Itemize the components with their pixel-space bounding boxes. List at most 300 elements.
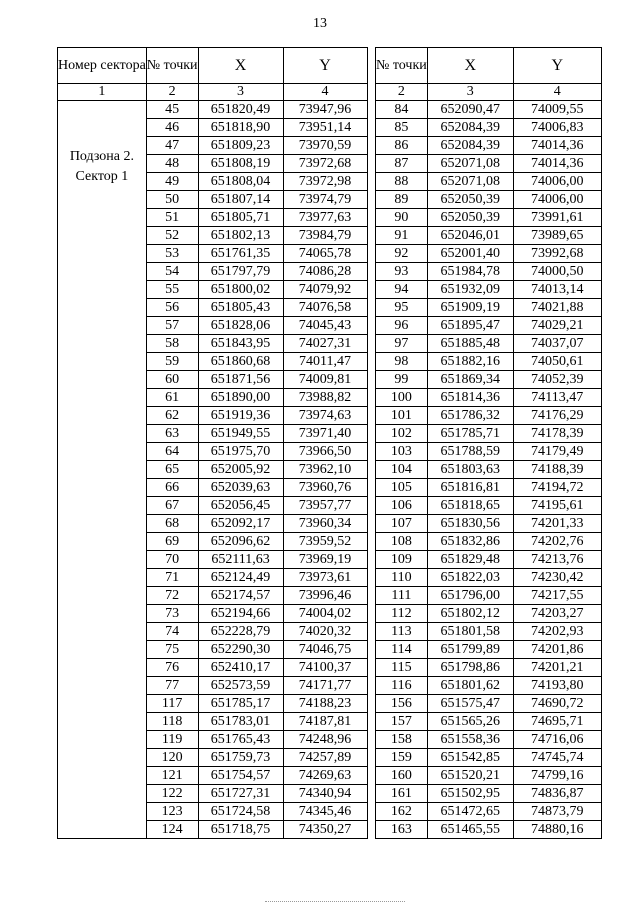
y-coordinate-cell: 74011,47	[283, 353, 367, 371]
y-coordinate-cell: 74695,71	[513, 713, 601, 731]
table-row	[376, 659, 602, 677]
x-coordinate-cell: 651797,79	[198, 263, 283, 281]
y-coordinate-cell: 73972,68	[283, 155, 367, 173]
x-coordinate-cell: 652573,59	[198, 677, 283, 695]
y-coordinate-cell: 74269,63	[283, 767, 367, 785]
y-coordinate-cell: 74014,36	[513, 155, 601, 173]
point-number-cell: 49	[146, 173, 198, 191]
y-coordinate-cell: 73972,98	[283, 173, 367, 191]
table-row	[376, 497, 602, 515]
y-coordinate-cell: 73988,82	[283, 389, 367, 407]
y-coordinate-cell: 74113,47	[513, 389, 601, 407]
point-number-cell: 104	[376, 461, 428, 479]
x-coordinate-cell: 651909,19	[427, 299, 513, 317]
point-number-cell: 55	[146, 281, 198, 299]
x-coordinate-cell: 651869,34	[427, 371, 513, 389]
point-number-cell: 46	[146, 119, 198, 137]
y-coordinate-cell: 74006,00	[513, 191, 601, 209]
point-number-cell: 59	[146, 353, 198, 371]
x-coordinate-cell: 652111,63	[198, 551, 283, 569]
table-row	[376, 155, 602, 173]
x-coordinate-cell: 651809,23	[198, 137, 283, 155]
x-coordinate-cell: 651830,56	[427, 515, 513, 533]
point-number-cell: 106	[376, 497, 428, 515]
y-coordinate-cell: 74052,39	[513, 371, 601, 389]
x-coordinate-cell: 651502,95	[427, 785, 513, 803]
y-coordinate-cell: 74880,16	[513, 821, 601, 839]
y-coordinate-cell: 74065,78	[283, 245, 367, 263]
y-coordinate-cell: 73996,46	[283, 587, 367, 605]
x-coordinate-cell: 651727,31	[198, 785, 283, 803]
y-coordinate-cell: 73970,59	[283, 137, 367, 155]
header-sector-number: Номер сектора	[58, 48, 147, 84]
x-coordinate-cell: 652124,49	[198, 569, 283, 587]
y-coordinate-cell: 74201,33	[513, 515, 601, 533]
column-number: 4	[283, 84, 367, 101]
point-number-cell: 158	[376, 731, 428, 749]
x-coordinate-cell: 652056,45	[198, 497, 283, 515]
x-coordinate-cell: 651718,75	[198, 821, 283, 839]
y-coordinate-cell: 74004,02	[283, 605, 367, 623]
point-number-cell: 47	[146, 137, 198, 155]
y-coordinate-cell: 74350,27	[283, 821, 367, 839]
x-coordinate-cell: 651871,56	[198, 371, 283, 389]
x-coordinate-cell: 652228,79	[198, 623, 283, 641]
point-number-cell: 121	[146, 767, 198, 785]
y-coordinate-cell: 74079,92	[283, 281, 367, 299]
x-coordinate-cell: 651803,63	[427, 461, 513, 479]
x-coordinate-cell: 651801,58	[427, 623, 513, 641]
x-coordinate-cell: 651984,78	[427, 263, 513, 281]
x-coordinate-cell: 652046,01	[427, 227, 513, 245]
point-number-cell: 62	[146, 407, 198, 425]
y-coordinate-cell: 74202,93	[513, 623, 601, 641]
y-coordinate-cell: 74195,61	[513, 497, 601, 515]
point-number-cell: 99	[376, 371, 428, 389]
x-coordinate-cell: 651565,26	[427, 713, 513, 731]
y-coordinate-cell: 74745,74	[513, 749, 601, 767]
y-coordinate-cell: 73984,79	[283, 227, 367, 245]
column-number: 3	[198, 84, 283, 101]
x-coordinate-cell: 651882,16	[427, 353, 513, 371]
point-number-cell: 68	[146, 515, 198, 533]
y-coordinate-cell: 73971,40	[283, 425, 367, 443]
y-coordinate-cell: 74188,23	[283, 695, 367, 713]
point-number-cell: 77	[146, 677, 198, 695]
point-number-cell: 56	[146, 299, 198, 317]
y-coordinate-cell: 74006,83	[513, 119, 601, 137]
table-row	[376, 317, 602, 335]
x-coordinate-cell: 651802,13	[198, 227, 283, 245]
x-coordinate-cell: 651759,73	[198, 749, 283, 767]
x-coordinate-cell: 651542,85	[427, 749, 513, 767]
table-row	[376, 407, 602, 425]
y-coordinate-cell: 74009,55	[513, 101, 601, 119]
x-coordinate-cell: 652050,39	[427, 191, 513, 209]
point-number-cell: 109	[376, 551, 428, 569]
table-row	[376, 605, 602, 623]
x-coordinate-cell: 652410,17	[198, 659, 283, 677]
point-number-cell: 93	[376, 263, 428, 281]
point-number-cell: 50	[146, 191, 198, 209]
y-coordinate-cell: 74027,31	[283, 335, 367, 353]
y-coordinate-cell: 74029,21	[513, 317, 601, 335]
point-number-cell: 91	[376, 227, 428, 245]
point-number-cell: 70	[146, 551, 198, 569]
y-coordinate-cell: 74188,39	[513, 461, 601, 479]
point-number-cell: 117	[146, 695, 198, 713]
x-coordinate-cell: 651796,00	[427, 587, 513, 605]
x-coordinate-cell: 652096,62	[198, 533, 283, 551]
point-number-cell: 54	[146, 263, 198, 281]
y-coordinate-cell: 74009,81	[283, 371, 367, 389]
point-number-cell: 87	[376, 155, 428, 173]
x-coordinate-cell: 651786,32	[427, 407, 513, 425]
point-number-cell: 85	[376, 119, 428, 137]
point-number-cell: 51	[146, 209, 198, 227]
sector-cell	[58, 101, 147, 839]
point-number-cell: 102	[376, 425, 428, 443]
y-coordinate-cell: 73959,52	[283, 533, 367, 551]
header-point-number: № точки	[376, 48, 428, 84]
y-coordinate-cell: 74230,42	[513, 569, 601, 587]
table-row	[376, 821, 602, 839]
table-row	[376, 299, 602, 317]
table-row	[376, 101, 602, 119]
table-row	[376, 263, 602, 281]
table-row	[376, 461, 602, 479]
point-number-cell: 60	[146, 371, 198, 389]
x-coordinate-cell: 652194,66	[198, 605, 283, 623]
x-coordinate-cell: 651816,81	[427, 479, 513, 497]
point-number-cell: 52	[146, 227, 198, 245]
table-row	[376, 281, 602, 299]
x-coordinate-cell: 651919,36	[198, 407, 283, 425]
x-coordinate-cell: 651949,55	[198, 425, 283, 443]
x-coordinate-cell: 651558,36	[427, 731, 513, 749]
x-coordinate-cell: 652071,08	[427, 155, 513, 173]
y-coordinate-cell: 73969,19	[283, 551, 367, 569]
column-number: 2	[376, 84, 428, 101]
y-coordinate-cell: 74045,43	[283, 317, 367, 335]
x-coordinate-cell: 651808,19	[198, 155, 283, 173]
x-coordinate-cell: 651754,57	[198, 767, 283, 785]
table-row	[376, 641, 602, 659]
table-row	[376, 803, 602, 821]
y-coordinate-cell: 74013,14	[513, 281, 601, 299]
point-number-cell: 89	[376, 191, 428, 209]
x-coordinate-cell: 651890,00	[198, 389, 283, 407]
point-number-cell: 156	[376, 695, 428, 713]
y-coordinate-cell: 74178,39	[513, 425, 601, 443]
point-number-cell: 92	[376, 245, 428, 263]
table-row	[376, 731, 602, 749]
point-number-cell: 160	[376, 767, 428, 785]
x-coordinate-cell: 651932,09	[427, 281, 513, 299]
table-row	[376, 389, 602, 407]
y-coordinate-cell: 74203,27	[513, 605, 601, 623]
y-coordinate-cell: 74873,79	[513, 803, 601, 821]
x-coordinate-cell: 651801,62	[427, 677, 513, 695]
y-coordinate-cell: 74217,55	[513, 587, 601, 605]
x-coordinate-cell: 651808,04	[198, 173, 283, 191]
column-number: 3	[427, 84, 513, 101]
x-coordinate-cell: 651783,01	[198, 713, 283, 731]
x-coordinate-cell: 651799,89	[427, 641, 513, 659]
x-coordinate-cell: 651885,48	[427, 335, 513, 353]
table-row	[376, 587, 602, 605]
y-coordinate-cell: 74076,58	[283, 299, 367, 317]
point-number-cell: 69	[146, 533, 198, 551]
point-number-cell: 119	[146, 731, 198, 749]
column-number-row	[58, 84, 368, 101]
x-coordinate-cell: 652090,47	[427, 101, 513, 119]
point-number-cell: 107	[376, 515, 428, 533]
table-row	[376, 335, 602, 353]
table-row	[376, 749, 602, 767]
point-number-cell: 105	[376, 479, 428, 497]
x-coordinate-cell: 651520,21	[427, 767, 513, 785]
x-coordinate-cell: 651832,86	[427, 533, 513, 551]
x-coordinate-cell: 651798,86	[427, 659, 513, 677]
x-coordinate-cell: 652092,17	[198, 515, 283, 533]
point-number-cell: 61	[146, 389, 198, 407]
y-coordinate-cell: 74000,50	[513, 263, 601, 281]
x-coordinate-cell: 652084,39	[427, 119, 513, 137]
y-coordinate-cell: 74194,72	[513, 479, 601, 497]
point-number-cell: 97	[376, 335, 428, 353]
point-number-cell: 157	[376, 713, 428, 731]
y-coordinate-cell: 74100,37	[283, 659, 367, 677]
y-coordinate-cell: 74248,96	[283, 731, 367, 749]
table-row	[376, 479, 602, 497]
x-coordinate-cell: 651829,48	[427, 551, 513, 569]
y-coordinate-cell: 74836,87	[513, 785, 601, 803]
table-row	[376, 785, 602, 803]
header-row	[376, 48, 602, 84]
table-row	[376, 227, 602, 245]
table-row	[58, 101, 368, 119]
y-coordinate-cell: 74213,76	[513, 551, 601, 569]
y-coordinate-cell: 73960,76	[283, 479, 367, 497]
y-coordinate-cell: 74014,36	[513, 137, 601, 155]
point-number-cell: 120	[146, 749, 198, 767]
point-number-cell: 115	[376, 659, 428, 677]
table-row	[376, 173, 602, 191]
point-number-cell: 116	[376, 677, 428, 695]
y-coordinate-cell: 74037,07	[513, 335, 601, 353]
x-coordinate-cell: 652039,63	[198, 479, 283, 497]
page-number: 13	[313, 16, 327, 31]
point-number-cell: 108	[376, 533, 428, 551]
x-coordinate-cell: 652290,30	[198, 641, 283, 659]
y-coordinate-cell: 74006,00	[513, 173, 601, 191]
table-row	[376, 623, 602, 641]
y-coordinate-cell: 74020,32	[283, 623, 367, 641]
table-row	[376, 533, 602, 551]
y-coordinate-cell: 74345,46	[283, 803, 367, 821]
y-coordinate-cell: 74187,81	[283, 713, 367, 731]
x-coordinate-cell: 652084,39	[427, 137, 513, 155]
column-number: 2	[146, 84, 198, 101]
table-row	[376, 119, 602, 137]
y-coordinate-cell: 74202,76	[513, 533, 601, 551]
x-coordinate-cell: 651472,65	[427, 803, 513, 821]
column-number: 1	[58, 84, 147, 101]
point-number-cell: 112	[376, 605, 428, 623]
table-row	[376, 425, 602, 443]
header-x: X	[198, 48, 283, 84]
point-number-cell: 118	[146, 713, 198, 731]
point-number-cell: 161	[376, 785, 428, 803]
y-coordinate-cell: 74201,86	[513, 641, 601, 659]
x-coordinate-cell: 651822,03	[427, 569, 513, 587]
point-number-cell: 76	[146, 659, 198, 677]
point-number-cell: 113	[376, 623, 428, 641]
x-coordinate-cell: 651895,47	[427, 317, 513, 335]
x-coordinate-cell: 651805,43	[198, 299, 283, 317]
point-number-cell: 58	[146, 335, 198, 353]
point-number-cell: 65	[146, 461, 198, 479]
y-coordinate-cell: 74046,75	[283, 641, 367, 659]
table-row	[376, 713, 602, 731]
point-number-cell: 73	[146, 605, 198, 623]
y-coordinate-cell: 73957,77	[283, 497, 367, 515]
point-number-cell: 123	[146, 803, 198, 821]
point-number-cell: 100	[376, 389, 428, 407]
x-coordinate-cell: 652001,40	[427, 245, 513, 263]
y-coordinate-cell: 73962,10	[283, 461, 367, 479]
point-number-cell: 90	[376, 209, 428, 227]
x-coordinate-cell: 651765,43	[198, 731, 283, 749]
point-number-cell: 72	[146, 587, 198, 605]
header-point-number: № точки	[146, 48, 198, 84]
point-number-cell: 163	[376, 821, 428, 839]
y-coordinate-cell: 74179,49	[513, 443, 601, 461]
y-coordinate-cell: 74799,16	[513, 767, 601, 785]
table-row	[376, 767, 602, 785]
table-row	[376, 371, 602, 389]
x-coordinate-cell: 651807,14	[198, 191, 283, 209]
x-coordinate-cell: 651828,06	[198, 317, 283, 335]
y-coordinate-cell: 73947,96	[283, 101, 367, 119]
y-coordinate-cell: 73974,79	[283, 191, 367, 209]
x-coordinate-cell: 652050,39	[427, 209, 513, 227]
y-coordinate-cell: 74050,61	[513, 353, 601, 371]
y-coordinate-cell: 73989,65	[513, 227, 601, 245]
y-coordinate-cell: 73977,63	[283, 209, 367, 227]
coordinates-table-left	[57, 47, 368, 839]
y-coordinate-cell: 74340,94	[283, 785, 367, 803]
point-number-cell: 101	[376, 407, 428, 425]
table-row	[376, 677, 602, 695]
y-coordinate-cell: 73960,34	[283, 515, 367, 533]
point-number-cell: 98	[376, 353, 428, 371]
x-coordinate-cell: 651818,90	[198, 119, 283, 137]
point-number-cell: 67	[146, 497, 198, 515]
table-row	[376, 245, 602, 263]
x-coordinate-cell: 652174,57	[198, 587, 283, 605]
point-number-cell: 75	[146, 641, 198, 659]
y-coordinate-cell: 74021,88	[513, 299, 601, 317]
point-number-cell: 124	[146, 821, 198, 839]
y-coordinate-cell: 73973,61	[283, 569, 367, 587]
point-number-cell: 74	[146, 623, 198, 641]
x-coordinate-cell: 652005,92	[198, 461, 283, 479]
x-coordinate-cell: 651761,35	[198, 245, 283, 263]
table-row	[376, 695, 602, 713]
point-number-cell: 64	[146, 443, 198, 461]
y-coordinate-cell: 74257,89	[283, 749, 367, 767]
point-number-cell: 48	[146, 155, 198, 173]
y-coordinate-cell: 73974,63	[283, 407, 367, 425]
table-row	[376, 209, 602, 227]
x-coordinate-cell: 651785,71	[427, 425, 513, 443]
y-coordinate-cell: 74176,29	[513, 407, 601, 425]
table-row	[376, 353, 602, 371]
point-number-cell: 66	[146, 479, 198, 497]
x-coordinate-cell: 651818,65	[427, 497, 513, 515]
x-coordinate-cell: 651724,58	[198, 803, 283, 821]
y-coordinate-cell: 74716,06	[513, 731, 601, 749]
x-coordinate-cell: 651843,95	[198, 335, 283, 353]
y-coordinate-cell: 74193,80	[513, 677, 601, 695]
x-coordinate-cell: 651975,70	[198, 443, 283, 461]
x-coordinate-cell: 651785,17	[198, 695, 283, 713]
y-coordinate-cell: 73951,14	[283, 119, 367, 137]
x-coordinate-cell: 651814,36	[427, 389, 513, 407]
point-number-cell: 95	[376, 299, 428, 317]
table-row	[376, 515, 602, 533]
header-y: Y	[513, 48, 601, 84]
table-row	[376, 191, 602, 209]
point-number-cell: 110	[376, 569, 428, 587]
point-number-cell: 88	[376, 173, 428, 191]
point-number-cell: 159	[376, 749, 428, 767]
y-coordinate-cell: 74171,77	[283, 677, 367, 695]
y-coordinate-cell: 74690,72	[513, 695, 601, 713]
x-coordinate-cell: 652071,08	[427, 173, 513, 191]
x-coordinate-cell: 651788,59	[427, 443, 513, 461]
point-number-cell: 114	[376, 641, 428, 659]
coordinates-table-right	[375, 47, 602, 839]
header-row	[58, 48, 368, 84]
y-coordinate-cell: 73991,61	[513, 209, 601, 227]
x-coordinate-cell: 651800,02	[198, 281, 283, 299]
column-number: 4	[513, 84, 601, 101]
point-number-cell: 122	[146, 785, 198, 803]
point-number-cell: 53	[146, 245, 198, 263]
point-number-cell: 103	[376, 443, 428, 461]
x-coordinate-cell: 651820,49	[198, 101, 283, 119]
sector-label: Подзона 2. Сектор 1	[69, 149, 134, 184]
header-y: Y	[283, 48, 367, 84]
y-coordinate-cell: 73992,68	[513, 245, 601, 263]
x-coordinate-cell: 651805,71	[198, 209, 283, 227]
scan-edge-line	[265, 901, 405, 902]
x-coordinate-cell: 651860,68	[198, 353, 283, 371]
point-number-cell: 111	[376, 587, 428, 605]
point-number-cell: 94	[376, 281, 428, 299]
point-number-cell: 162	[376, 803, 428, 821]
table-row	[376, 551, 602, 569]
point-number-cell: 71	[146, 569, 198, 587]
point-number-cell: 63	[146, 425, 198, 443]
column-number-row	[376, 84, 602, 101]
point-number-cell: 86	[376, 137, 428, 155]
point-number-cell: 45	[146, 101, 198, 119]
y-coordinate-cell: 74201,21	[513, 659, 601, 677]
